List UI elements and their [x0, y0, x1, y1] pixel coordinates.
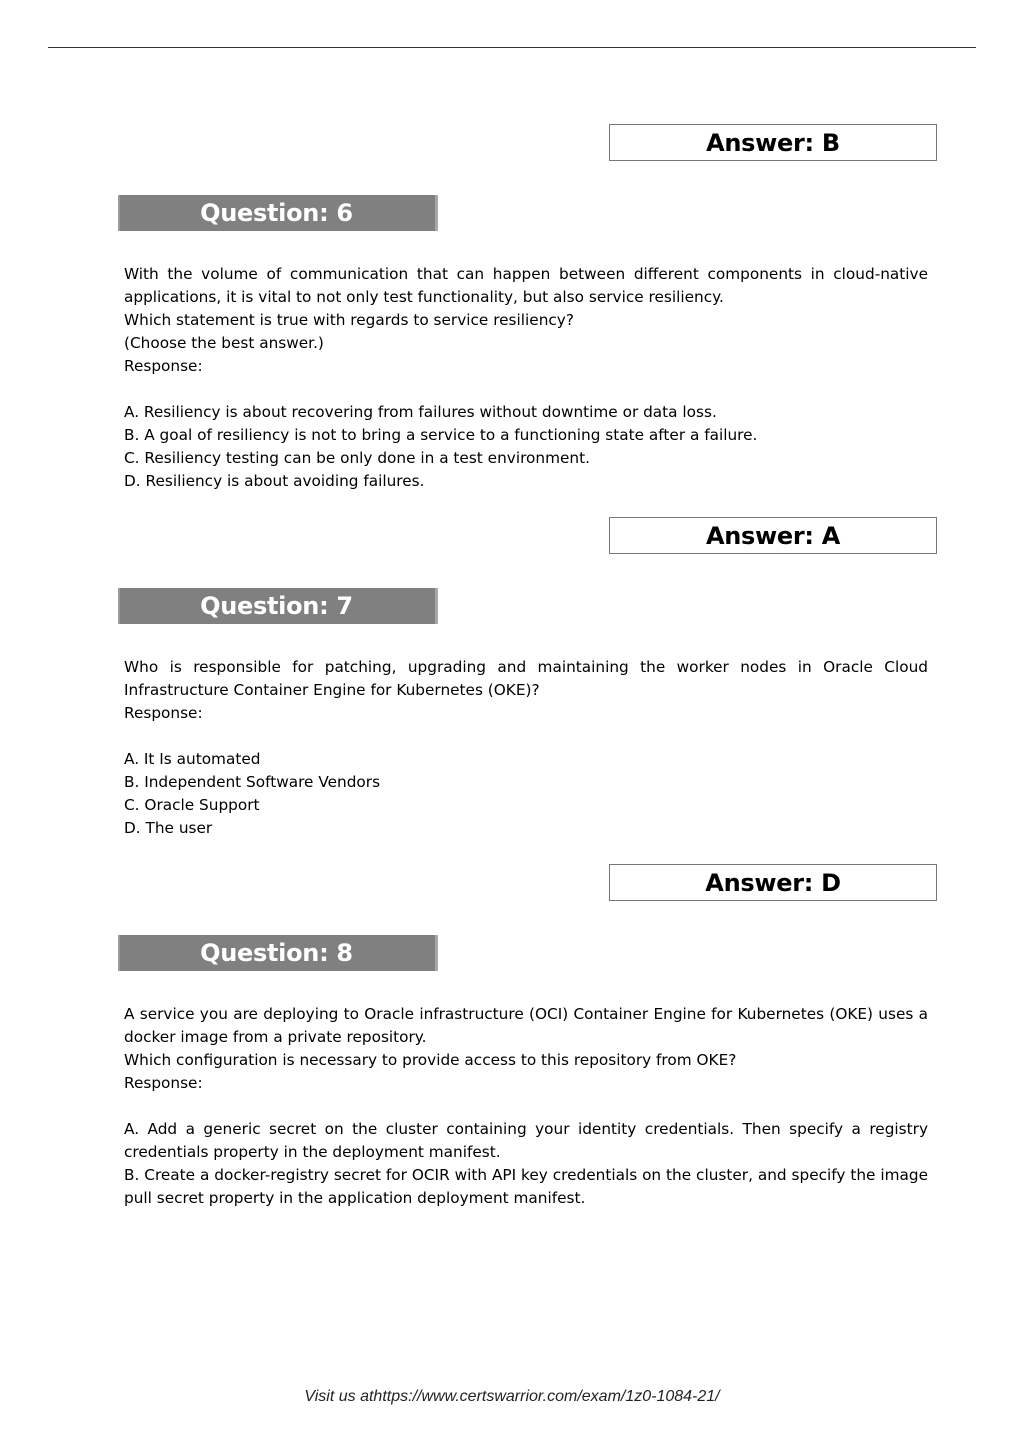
header-rule	[48, 47, 976, 48]
answer-box-q7	[609, 864, 937, 901]
question-body-6	[124, 263, 928, 493]
question-stem: With the volume of communication that can happen between different components in cloud-native applications, it is vital to not only test functionality, but also service resiliency.	[124, 265, 928, 306]
answer-text: Answer: A	[705, 521, 841, 550]
question-stem: Who is responsible for patching, upgrading and maintaining the worker nodes in Oracle Cloud Infrastructure Container Engine for Kubernetes (OKE)?	[124, 658, 928, 699]
question-body-8	[124, 1003, 928, 1210]
question-heading-7	[118, 588, 438, 624]
option-c: C. Oracle Support	[124, 796, 260, 814]
option-a: A. Resiliency is about recovering from failures without downtime or data loss.	[124, 403, 717, 421]
question-title: Question: 7	[200, 592, 353, 620]
footer-link[interactable]: Visit us athttps://www.certswarrior.com/exam/1z0-1084-21/	[304, 1388, 720, 1405]
option-d: D. Resiliency is about avoiding failures.	[124, 472, 425, 490]
answer-text: Answer: B	[706, 128, 840, 157]
answer-box-q5	[609, 124, 937, 161]
option-a: A. Add a generic secret on the cluster containing your identity credentials. Then specify a registry credentials property in the deployment manifest.	[124, 1120, 928, 1161]
option-b: B. Create a docker-registry secret for OCIR with API key credentials on the cluster, and specify the image pull secret property in the application deployment manifest.	[124, 1166, 928, 1207]
question-body-7	[124, 656, 928, 840]
question-heading-6	[118, 195, 438, 231]
question-title: Question: 8	[200, 939, 353, 967]
option-c: C. Resiliency testing can be only done in a test environment.	[124, 449, 590, 467]
response-label: Response:	[124, 357, 203, 375]
option-b: B. A goal of resiliency is not to bring a service to a functioning state after a failure.	[124, 426, 758, 444]
question-prompt: Which configuration is necessary to provide access to this repository from OKE?	[124, 1051, 737, 1069]
question-heading-8	[118, 935, 438, 971]
response-label: Response:	[124, 704, 203, 722]
answer-box-q6	[609, 517, 937, 554]
question-prompt: Which statement is true with regards to service resiliency?	[124, 311, 574, 329]
question-title: Question: 6	[200, 199, 353, 227]
option-a: A. It Is automated	[124, 750, 261, 768]
question-stem: A service you are deploying to Oracle infrastructure (OCI) Container Engine for Kubernetes (OKE) uses a docker image from a private repository.	[124, 1005, 928, 1046]
question-instruction: (Choose the best answer.)	[124, 334, 324, 352]
option-b: B. Independent Software Vendors	[124, 773, 381, 791]
response-label: Response:	[124, 1074, 203, 1092]
answer-text: Answer: D	[705, 868, 841, 897]
option-d: D. The user	[124, 819, 213, 837]
